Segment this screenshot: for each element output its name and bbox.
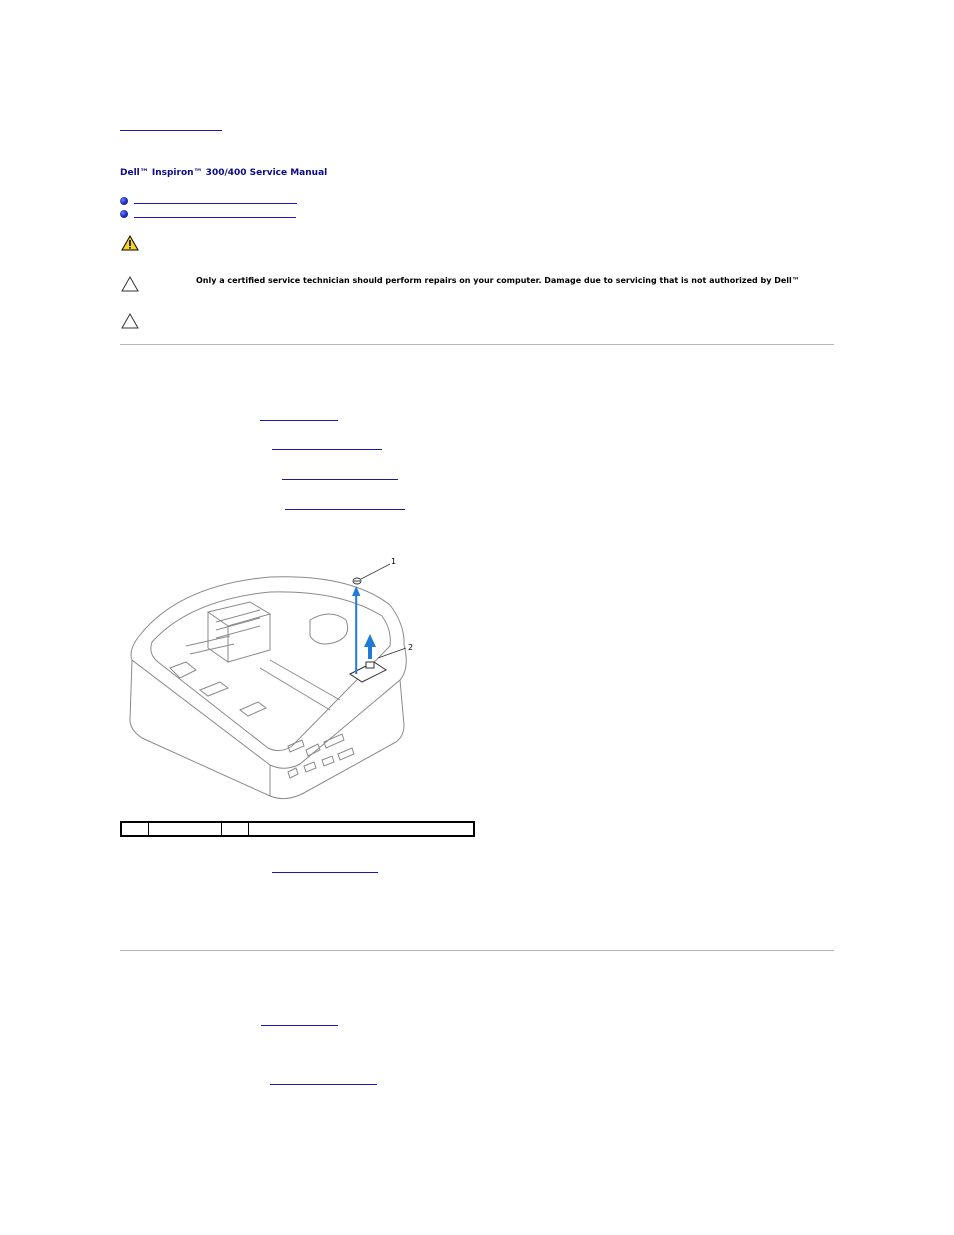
step-link-7[interactable] — [270, 1084, 377, 1085]
warning-icon — [121, 235, 139, 251]
step-link-4[interactable] — [285, 509, 405, 510]
table-cell — [122, 823, 149, 835]
table-cell — [249, 823, 473, 835]
back-to-contents-link[interactable] — [120, 130, 222, 131]
bullet-icon — [120, 210, 128, 218]
section-divider — [120, 950, 834, 951]
manual-title: Dell™ Inspiron™ 300/400 Service Manual — [120, 168, 328, 178]
step-link-5[interactable] — [272, 872, 378, 873]
caution-text: Only a certified service technician should perform repairs on your computer. Damage due to servicing that is not authorized by Dell™ — [196, 276, 800, 285]
caution-icon — [121, 313, 139, 329]
step-link-3[interactable] — [282, 479, 398, 480]
toc-link-2[interactable] — [134, 217, 296, 218]
table-cell — [149, 823, 222, 835]
toc-link-1[interactable] — [134, 203, 297, 204]
removal-illustration — [120, 550, 420, 805]
step-link-6[interactable] — [261, 1025, 338, 1026]
bullet-icon — [120, 197, 128, 205]
step-link-1[interactable] — [260, 420, 338, 421]
caution-icon — [121, 276, 139, 292]
section-divider — [120, 344, 834, 345]
step-link-2[interactable] — [272, 449, 382, 450]
callout-table — [120, 821, 475, 837]
callout-1: 1 — [391, 557, 397, 566]
table-cell — [222, 823, 249, 835]
callout-2: 2 — [408, 643, 414, 652]
